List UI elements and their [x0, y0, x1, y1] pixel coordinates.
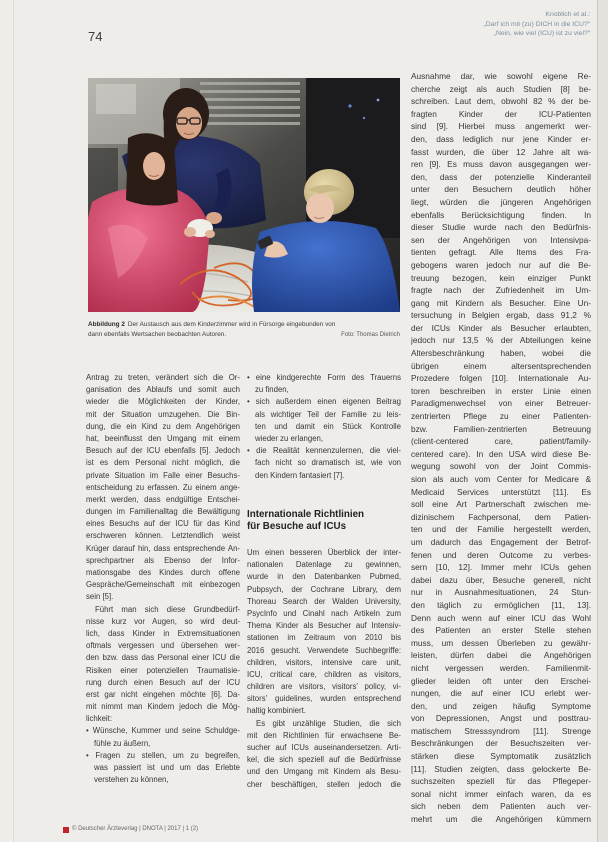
middle-column-line: PsycInfo und Cinahl nach Artikeln zum [247, 608, 401, 618]
middle-column-line: wurde in den Datenbanken Pubmed, [247, 572, 401, 582]
right-column-line: sern [10, 12]. Immer mehr ICUs gehen [411, 562, 591, 573]
right-column-line: dabei dazu über, Besuche generell, nicht [411, 574, 591, 585]
left-column-line: dungen im Familienalltag die Bewältigung [86, 507, 240, 517]
right-column-line: sich neben dem Patienten auch ver- [411, 801, 591, 812]
right-column-line: übrigen einem altersentsprechenden [411, 360, 591, 371]
photo-credit: Foto: Thomas Dietrich [341, 332, 400, 338]
left-column-line: dung, die ein Kind zu dem Angehörigen [86, 421, 240, 431]
right-column-line: Paradigmenwechsel von einer Betreuer- [411, 398, 591, 409]
middle-column-line: Pubpsych, der Cochrane Library, dem [247, 584, 401, 594]
middle-column-bullet-line: • eine kindgerechte Form des Trauerns [247, 373, 401, 382]
footer-imprint: © Deutscher Ärzteverlag | DNOTA | 2017 | 1 (2) [72, 826, 199, 832]
right-column-line: stärken diese Symptomatik zusätzlich [411, 751, 591, 762]
right-column-line: fenen und deren Outcome zu verbes- [411, 549, 591, 560]
left-column-line: entscheidung zu erfassen. Zu einem ange- [86, 482, 240, 492]
left-column-bullet-line: • Wünsche, Kummer und seine Schuldge- [86, 726, 240, 736]
left-column-line: eines Besuchs auf der ICU für das Kind [86, 519, 240, 529]
right-column-line: Ausnahme dar, wie sowohl eigene Re- [411, 71, 591, 81]
left-column-line: ist es dem Personal nicht möglich, die [86, 458, 240, 468]
section-heading [247, 509, 403, 533]
left-column-line: Antrag zu treten, verändert sich die Or- [86, 373, 240, 382]
middle-column-line: haltig kombiniert. [247, 706, 306, 716]
left-column-line: den bzw. dass das Personal einer ICU die [86, 653, 240, 663]
right-column-line: ebenfalls Berücksichtigung finden. In [411, 209, 591, 220]
left-column-line: nisse kurz vor Augen, so wird deut- [86, 616, 240, 626]
left-column-line: lichkeit: [86, 714, 112, 724]
right-column-line: Beschränkungen der Besuchszeiten ver- [411, 738, 591, 749]
right-column-line: Medicaid Services unterstützt [11]. Es [411, 486, 591, 497]
left-column-line: hat, beeinflusst den Umgang mit einem [86, 433, 240, 443]
left-column-line: sprechpartner als Ebenso der Infor- [86, 555, 240, 565]
middle-column-line: children, visitors, intensive care unit, [247, 657, 401, 667]
right-column-line: ren [9]. Es muss davon ausgegangen wer- [411, 159, 591, 170]
right-column-line: Denn auch wenn auf einer ICU das Wohl [411, 612, 591, 623]
middle-column-line: ICU, critical care, children as visitors, [247, 669, 401, 679]
middle-column-line: Um einen besseren Überblick der inter- [247, 548, 401, 557]
right-column-line: glieder leiden oft unter den Erschei- [411, 675, 591, 686]
left-column-line: Krüger darauf hin, dass entsprechende An- [86, 543, 240, 553]
running-head [400, 10, 590, 39]
right-column-line: jedoch nur 13,5 % der Abteilungen keine [411, 335, 591, 346]
middle-column-bullet-line: den Kindern fantasiert [7]. [255, 470, 345, 480]
left-column-line: erst gar nicht eingehen möchte [6]. Da- [86, 689, 240, 699]
section-heading-line-2: für Besuche auf ICUs [247, 521, 347, 532]
right-column-line: centered care). In den USA wird diese Be- [411, 448, 591, 459]
figure-photo [88, 78, 400, 312]
right-column-line: soll eine Art Partnerschaft zwischen me- [411, 499, 591, 510]
right-text-column [411, 70, 591, 826]
middle-column-bullet-line: zu finden, [255, 385, 289, 395]
left-column-line: mit nimmt man Kindern jedoch die Mög- [86, 702, 240, 712]
middle-column-line: sucher auf ICUs auseinandersetzen. Arti- [247, 743, 401, 752]
middle-column-bullet-line: • die Realität kennenzulernen, die viel- [247, 446, 401, 456]
middle-column-line: 2016 gesucht. Verwendete Suchbegriffe: [247, 645, 401, 655]
left-column-line: oftmals vergessen und übersehen wer- [86, 641, 240, 651]
middle-bullet-list [247, 372, 401, 482]
right-column-line: von Depressionen, Angst und posttrau- [411, 713, 591, 724]
section-heading-line-1: Internationale Richtlinien [247, 509, 365, 520]
middle-column-bullet-line: • sich außerdem einen eigenen Beitrag [247, 397, 401, 407]
middle-column-bullet-line: wieder zu erlangen, [255, 433, 324, 443]
right-column-line: Prozedere folgen [10]. Internationale Au- [411, 373, 591, 384]
left-column-line: mationsgabe des Kindes durch offene [86, 568, 240, 577]
left-column-line: private Situation im Falle einer Besuchs- [86, 470, 240, 480]
running-head-title-2: „Nein, wie viel (ICU) ist zu viel?“ [493, 30, 590, 38]
right-column-line: Altersbeschränkung haben, wobei die [411, 348, 591, 359]
left-column-line: rung durch einen Besuch auf der ICU [86, 677, 240, 687]
middle-column-line: stationen im Zeitraum von 2010 bis [247, 633, 401, 643]
right-column-line: wegung sowohl von der Joint Commis- [411, 461, 591, 472]
right-column-line: gebogens waren jedoch nur auf die Be- [411, 259, 591, 270]
right-column-line: fragte nach der Zufriedenheit im Um- [411, 285, 591, 296]
middle-column-line: children are visitors, visitors' policy, vi- [247, 682, 401, 692]
left-text-column [86, 372, 240, 786]
left-column-line: Risiken einer potenziellen Traumatisie- [86, 665, 240, 675]
left-column-bullet-line: fühle zu äußern, [94, 738, 151, 748]
right-column-line: bzw. Familien-zentrierten Betreuung [411, 423, 591, 434]
left-column-line: lich, dass Kinder in Extremsituationen [86, 628, 240, 638]
middle-column-line: kel, die sich speziell auf die Bedürfnisse [247, 755, 401, 765]
scan-left-shadow [13, 0, 14, 842]
page-number: 74 [88, 29, 103, 44]
middle-text-column [247, 547, 401, 791]
right-column-line: den täglich zu ermöglichen [11, 13]. [411, 599, 591, 610]
middle-column-line: und den Umgang mit Kindern als Besu- [247, 767, 401, 777]
left-column-line: ganisation des Ablaufs und somit auch [86, 385, 240, 395]
right-column-line: muss, um dessen Überleben zu gewähr- [411, 637, 591, 648]
running-head-title-1: „Darf ich mit (zu) DICH in die ICU?“ [483, 20, 590, 28]
right-column-line: nicht vergessen werden. Familienmit- [411, 662, 591, 673]
right-column-line: zentrierten Pflege zu einer Patienten- [411, 411, 591, 422]
middle-column-line: nationalen Datenlage zu gewinnen, [247, 560, 401, 570]
right-column-line: leisten, dürfen dabei die Angehörigen [411, 650, 591, 661]
right-column-line: fragten Kinder der ICU-Patienten [411, 108, 591, 119]
right-column-line: sonal nicht immer einfach waren, da es [411, 788, 591, 799]
running-head-authors: Knoblich et al.: [545, 11, 590, 18]
right-column-line: ten und der Familie hergestellt werden, [411, 524, 591, 535]
middle-column-line: sitors' guidelines, wurden entsprechend [247, 694, 401, 704]
right-column-line: gang mit Kindern als Besucher. Eine Un- [411, 297, 591, 308]
middle-column-line: Thema Kinder als Besucher auf Intensiv- [247, 621, 401, 631]
figure-caption-line [88, 320, 400, 330]
right-column-line: dizinischem Fachpersonal, dem Patien- [411, 511, 591, 522]
figure-label: Abbildung 2 [88, 321, 125, 328]
right-column-line: den, dass der potenzielle Kinderanteil [411, 171, 591, 182]
left-column-line: Führt man sich diese Grundbedürf- [95, 604, 240, 614]
right-column-line: nur in Ausnahmesituationen, 24 Stun- [411, 587, 591, 598]
middle-column-line: cher beschäftigen, stellen jedoch die [247, 779, 401, 789]
right-column-line: fasst wurden, die über 12 Jahre alt wa- [411, 146, 591, 157]
middle-column-bullet-line: ten und damit ein Stück Kontrolle [255, 421, 401, 431]
right-column-line: mehrt um die Angehörigen kümmern [411, 814, 591, 825]
right-column-line: schreiben. Laut dem, obwohl 82 % der be- [411, 96, 591, 107]
middle-column-bullet-line: fach nicht so dramatisch ist, wie von [255, 458, 401, 468]
right-column-line: suchszeiten speziell für das Pflegeper- [411, 776, 591, 787]
right-column-line: [11]. Studien zeigten, dass gelockerte Be- [411, 763, 591, 774]
right-column-line: tersuchung in Belgien ergab, dass 91,2 % [411, 310, 591, 321]
page-edge [597, 0, 608, 842]
middle-column-line: Es gibt unzählige Studien, die sich [256, 718, 401, 728]
right-column-line: matischem Stresssyndrom [11]. Strenge [411, 725, 591, 736]
right-column-line: den, und zeigen häufig Symptome [411, 700, 591, 711]
right-column-line: treuung bezogen, kein einziger Punkt [411, 272, 591, 283]
left-column-line: merkt werden, dass endgültige Entschei- [86, 494, 240, 504]
right-column-line: dieser Studie wurde nach den Bedürfnis- [411, 222, 591, 233]
left-column-line: Besuch auf der ICU ebenfalls [5]. Jedoch [86, 446, 240, 456]
right-column-line: tienten gefragt. Alle Items des Fra- [411, 247, 591, 258]
right-column-line: liegt, würden die jüngeren Angehörigen [411, 196, 591, 207]
left-column-line: erschweren können. Letztendlich weist [86, 531, 240, 541]
right-column-line: des Patienten an erster Stelle stehen [411, 625, 591, 636]
right-column-line: sind [9]. Hierbei muss angemerkt wer- [411, 121, 591, 132]
left-column-line: mit der Situation umzugehen. Die Bin- [86, 409, 240, 419]
footer-square-icon [63, 827, 69, 833]
right-column-line: der ICUs Kinder als Besucher erlaubten, [411, 322, 591, 333]
right-column-line: unter den Besuchern deutlich höher [411, 184, 591, 195]
middle-column-bullet-line: als wichtiger Teil der Familie zu leis- [255, 409, 401, 419]
left-column-line: wieder die Möglichkeiten der Kinder, [86, 397, 240, 407]
right-column-line: nungen, die auf einer ICU erlebt wer- [411, 688, 591, 699]
figure-caption [88, 320, 400, 340]
left-column-line: Gespräche/Gemeinschaft mit einbezogen [86, 580, 240, 590]
figure-caption-text-2: dann ebenfalls Wertsachen beobachten Autoren. [88, 331, 227, 338]
middle-column-line: Thoreau Search der Walden University, [247, 596, 401, 606]
right-column-line: um dadurch das Engagement der Betrof- [411, 536, 591, 547]
left-column-bullet-line: was passiert ist und um das Erlebte [94, 763, 240, 772]
figure [88, 78, 400, 312]
left-column-bullet-line: verstehen zu können, [94, 775, 169, 785]
left-column-line: sein [5]. [86, 592, 114, 602]
figure-caption-text-1: Der Austausch aus dem Kinderzimmer wird in Fürsorge eingebunden von [127, 321, 336, 328]
right-column-line: sen der Angehörigen von Intensivpa- [411, 234, 591, 245]
right-column-line: den, dass lediglich nur jene Kinder er- [411, 133, 591, 144]
right-column-line: sion als auch vom Center for Medicare & [411, 474, 591, 484]
right-column-line: cherche zeigt als auch Studien [8] be- [411, 83, 591, 94]
left-column-bullet-line: • Fragen zu stellen, um zu begreifen, [86, 750, 240, 760]
middle-column-line: mit den Richtlinien für erwachsene Be- [247, 730, 401, 740]
right-column-line: toren beschreiben in erster Linie einen [411, 385, 591, 396]
right-column-line: (client-centered care, patient/family- [411, 436, 591, 447]
